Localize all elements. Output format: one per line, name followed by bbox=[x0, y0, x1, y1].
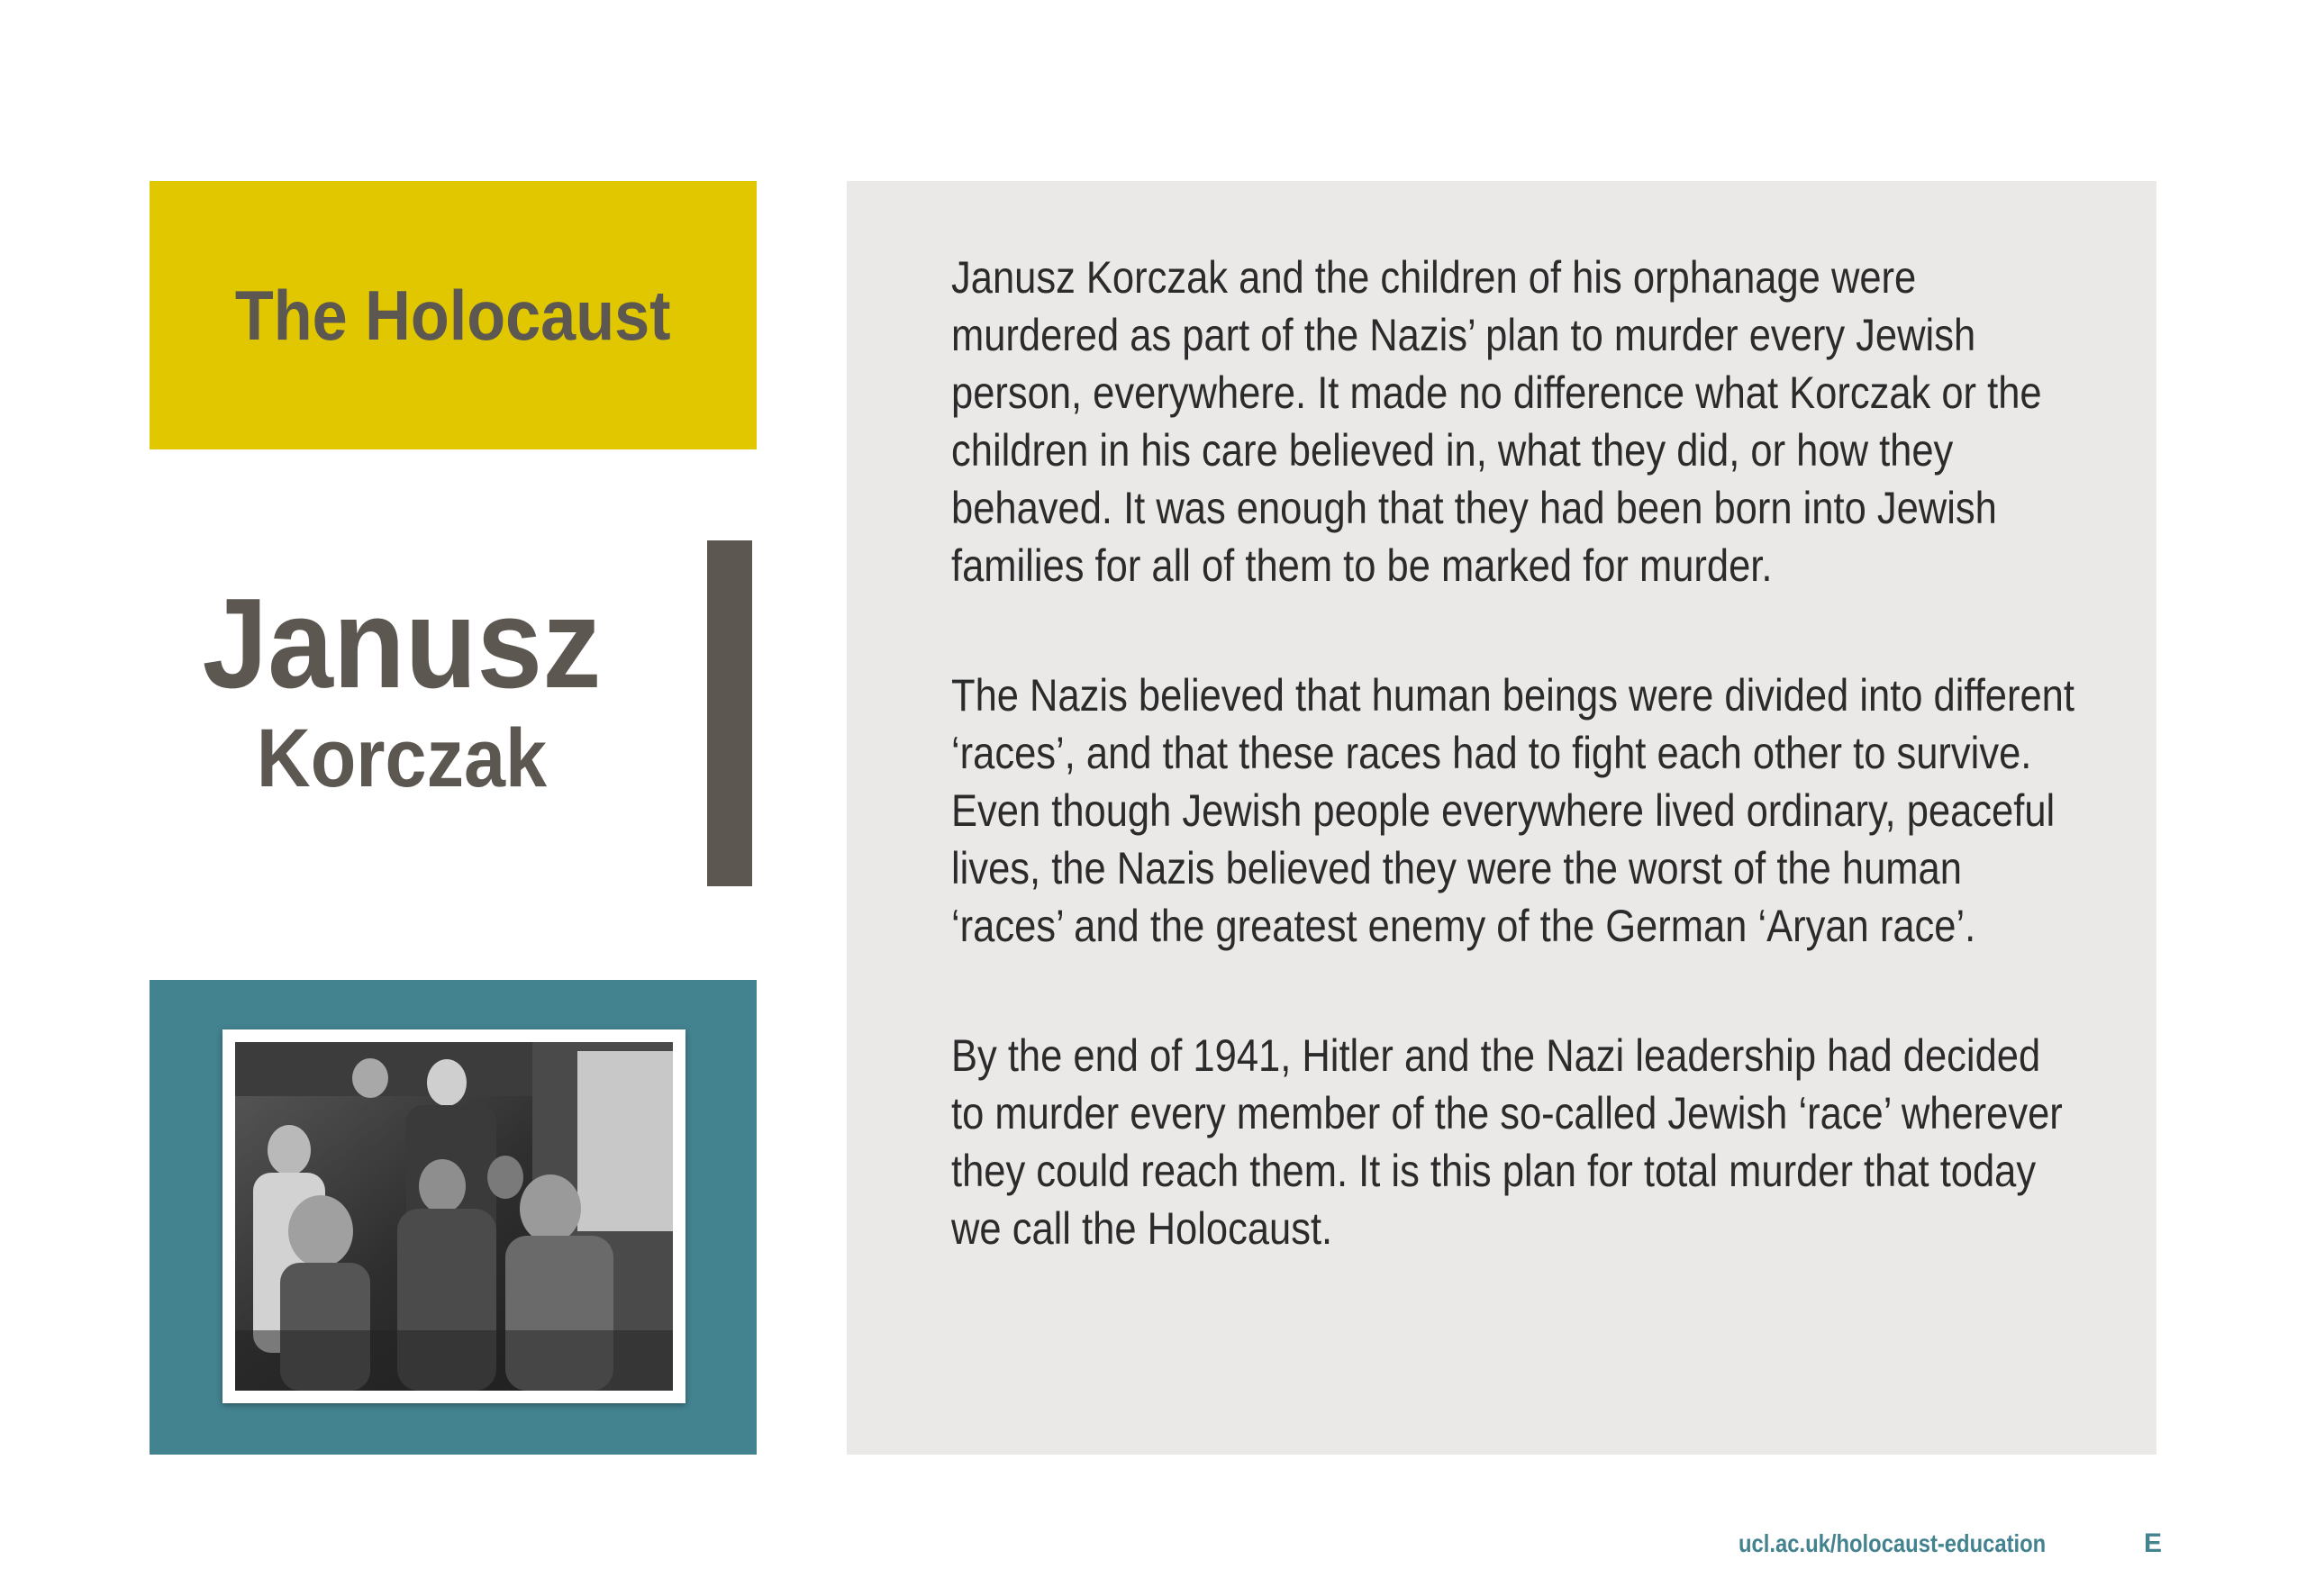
paragraph-1: Janusz Korczak and the children of his orphanage were murdered as part of the Nazis’ plan to murder every Jewish person, everywhere. It made no difference what Korczak or the children in his care believed in, what they did, or how they behaved. It was enough that they had been born into Jewish families for all of them to be marked for murder. bbox=[951, 252, 2042, 591]
paragraph-2: The Nazis believed that human beings were divided into different ‘races’, and that these races had to fight each other to survive. Even though Jewish people everywhere lived ordinary, peaceful lives, the Nazis believed they were the worst of the human ‘races’ and the greatest enemy of the German ‘Aryan race’. bbox=[951, 670, 2074, 951]
content-panel bbox=[847, 181, 2156, 1455]
photo-frame bbox=[222, 1029, 685, 1403]
person-first-name: Janusz bbox=[202, 572, 602, 715]
person-last-name: Korczak bbox=[256, 712, 548, 804]
title-box bbox=[150, 181, 757, 449]
paragraph-3: By the end of 1941, Hitler and the Nazi leadership had decided to murder every member of the so-called Jewish ‘race’ wherever they could reach them. It is this plan for total murder that today we call the Holocaust. bbox=[951, 1030, 2063, 1254]
historical-photo-children-icon bbox=[235, 1042, 673, 1391]
body-text bbox=[951, 249, 2086, 1329]
footer-link[interactable]: ucl.ac.uk/holocaust-education bbox=[1739, 1529, 2047, 1557]
person-name bbox=[150, 572, 654, 805]
accent-bar bbox=[707, 540, 752, 886]
page-title: The Holocaust bbox=[235, 275, 671, 355]
photo-panel bbox=[150, 980, 757, 1455]
footer-code: E bbox=[2144, 1528, 2163, 1558]
historical-photo bbox=[235, 1042, 673, 1391]
